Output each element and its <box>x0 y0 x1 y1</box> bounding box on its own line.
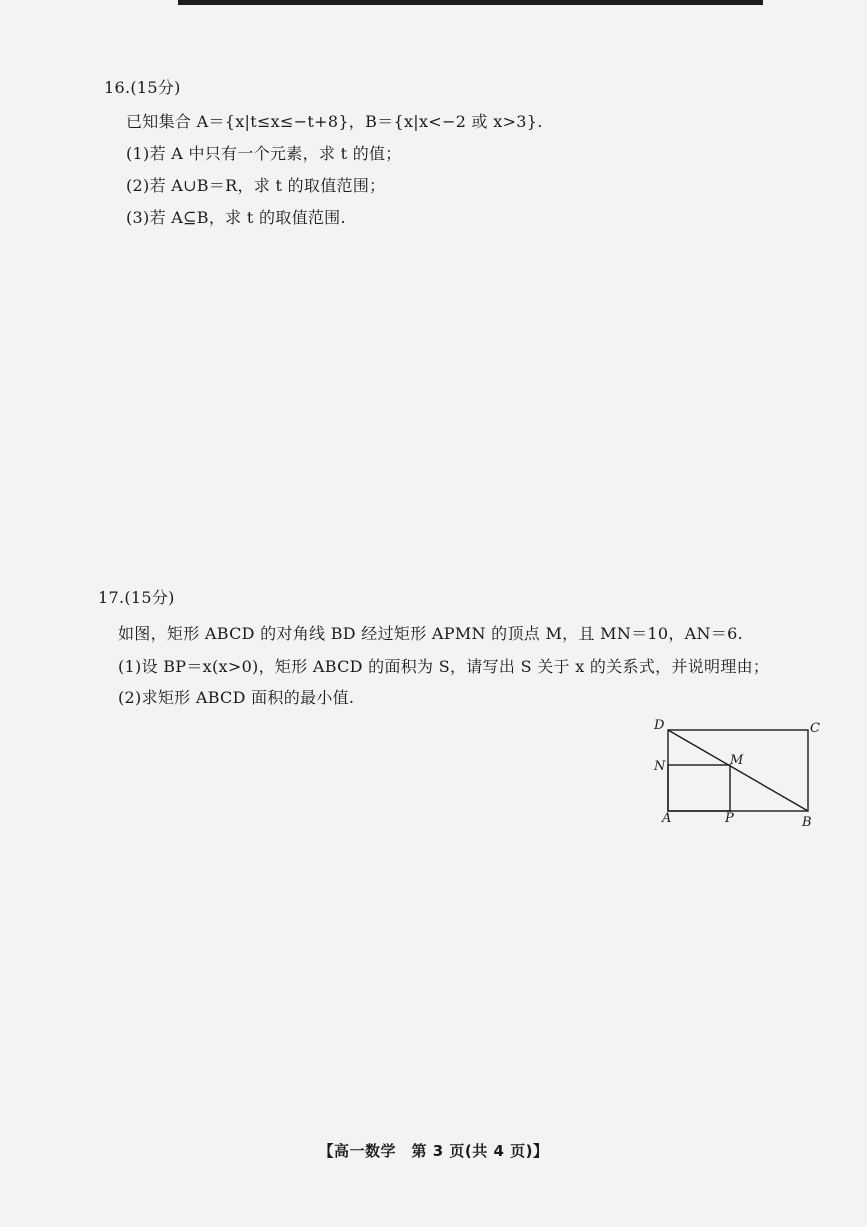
q16-part1: (1)若 A 中只有一个元素，求 t 的值； <box>126 144 402 163</box>
label-n: N <box>654 759 666 774</box>
q16-stem: 已知集合 A＝{x|t≤x≤−t+8}，B＝{x|x<−2 或 x>3}. <box>126 112 543 131</box>
q17-part2: (2)求矩形 ABCD 面积的最小值. <box>118 688 355 707</box>
label-a: A <box>662 811 672 826</box>
rectangle-figure <box>648 714 826 832</box>
q16-header: 16.(15分) <box>104 78 181 97</box>
label-c: C <box>810 721 820 736</box>
q16-part3: (3)若 A⊆B，求 t 的取值范围. <box>126 208 346 227</box>
q16-part2: (2)若 A∪B＝R，求 t 的取值范围； <box>126 176 386 195</box>
label-b: B <box>802 815 812 830</box>
label-p: P <box>725 811 734 826</box>
diagonal-bd <box>668 730 808 811</box>
figure-svg <box>648 714 826 832</box>
q17-stem: 如图，矩形 ABCD 的对角线 BD 经过矩形 APMN 的顶点 M，且 MN＝10，AN＝6. <box>118 624 744 643</box>
rectangle-apmn <box>668 765 730 811</box>
q17-part1: (1)设 BP＝x(x>0)，矩形 ABCD 的面积为 S，请写出 S 关于 x 的关系式，并说明理由； <box>118 657 770 676</box>
label-m: M <box>730 753 744 768</box>
page-footer: 【高一数学 第 3 页(共 4 页)】 <box>318 1142 549 1160</box>
top-border-bar <box>178 0 763 5</box>
label-d: D <box>654 718 665 733</box>
q17-header: 17.(15分) <box>98 588 175 607</box>
